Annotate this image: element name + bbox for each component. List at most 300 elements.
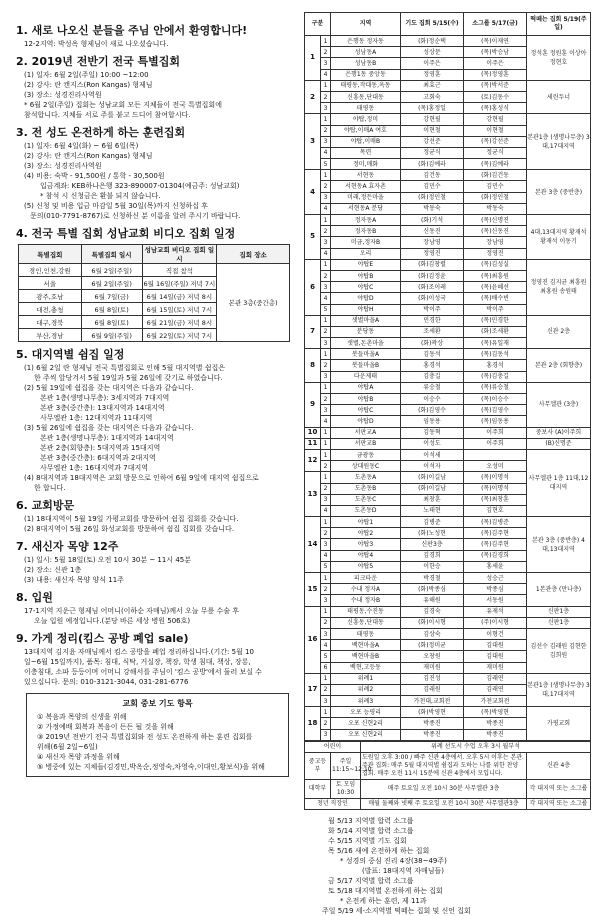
table-row [305, 628, 591, 639]
sub-number: 5 [321, 304, 331, 315]
prayer-leader: (화)기석 [401, 215, 464, 226]
small-group-leader: 김대원 [464, 640, 527, 651]
prayer-box-title: 교회 중보 기도 항목 [122, 699, 193, 708]
age-groups-table [304, 741, 591, 810]
region-name: 야탑1 [331, 517, 401, 528]
sub-number: 3 [321, 103, 331, 114]
sub-number: 2 [321, 360, 331, 371]
region-name: 성남동B [331, 58, 401, 69]
text-line: 본관 1층(생명나무층): 3세지역과 7대지역 [40, 394, 170, 402]
sub-number: 1 [321, 449, 331, 460]
sub-number: 3 [321, 338, 331, 349]
table-header: 특별집회 [19, 245, 82, 264]
small-group-leader: 정영진 [464, 248, 527, 259]
sub-number: 4 [321, 248, 331, 259]
small-group-leader: 김래연 [464, 673, 527, 684]
region-name: 야탑2 [331, 528, 401, 539]
text-line: (3) 장소: 성경진리사역원 [24, 162, 102, 170]
group-number: 7 [305, 315, 321, 349]
prayer-leader: 이승수 [401, 394, 464, 405]
group-number: 1 [305, 36, 321, 81]
table-header: 떡떼는 집회 5/19(주일) [527, 13, 591, 36]
table-row [305, 617, 591, 628]
text-line: * 참석 시 신청금은 환불 되지 않습니다. [40, 192, 161, 200]
small-group-leader: (목)정영훈 [464, 69, 527, 80]
text-line: 일~6월 15일까지), 품목: 침대, 식탁, 거실장, 책장, 학생 침대, 책상, 장롱, [24, 658, 251, 666]
region-name: 샛별마을A [331, 315, 401, 326]
table-row [305, 315, 591, 326]
region-name: 도촌동A [331, 472, 401, 483]
prayer-leader: 이석세 [401, 449, 464, 460]
small-group-leader: (목)윤혜선 [464, 282, 527, 293]
small-group-leader: (목)최창훈 [464, 494, 527, 505]
section-title: 9. 가게 정리(킴스 공방 폐업 sale) [16, 632, 189, 645]
sub-number: 2 [321, 483, 331, 494]
small-group-leader: (목)김경희 [464, 550, 527, 561]
table-row [305, 170, 591, 181]
region-name: 샛별,돈촌마을 [331, 338, 401, 349]
prayer-leader: 정영진 [401, 248, 464, 259]
sub-number: 5 [321, 561, 331, 572]
small-group-leader: 홍세윤 [464, 561, 527, 572]
region-name: 봇들마을A [331, 349, 401, 360]
table-cell: 6월 21일(금) 저녁 8시 [142, 316, 217, 329]
region-name: 목련 [331, 147, 401, 158]
region-name: 야탑,이매B [331, 136, 401, 147]
prayer-leader: (화)김예라 [401, 159, 464, 170]
sub-number: 3 [321, 595, 331, 606]
prayer-leader: (화)조이레 [401, 282, 464, 293]
sub-number: 4 [321, 69, 331, 80]
region-name: 야탑4 [331, 550, 401, 561]
prayer-leader: (화)정미균 [401, 640, 464, 651]
regional-schedule-column [304, 12, 590, 915]
region-name: 미래,정든마을 [331, 192, 401, 203]
small-group-leader: 이현철 [464, 125, 527, 136]
small-group-leader: 박동숙 [464, 203, 527, 214]
table-row [305, 779, 591, 798]
sub-number: 4 [321, 293, 331, 304]
group-number: 17 [305, 673, 321, 707]
section-regional-rest [16, 348, 299, 493]
sub-number: 1 [321, 517, 331, 528]
small-group-leader: (토)김동수 [464, 91, 527, 102]
small-group-leader: (목)홍성식 [464, 103, 527, 114]
text-line: (2) 8대지역이 5월 26일 화성교회를 방문하여 쉼집 집회를 갖습니다. [24, 525, 235, 533]
small-group-leader: (목)배수빈 [464, 293, 527, 304]
table-cell: 경인,인천,강원 [19, 264, 82, 277]
region-name: 야탑C [331, 405, 401, 416]
region-name: 야탑B [331, 394, 401, 405]
weekly-item: * 성경의 중심 진리 4장(38~49주) [340, 856, 447, 865]
small-group-leader: 박이주 [464, 304, 527, 315]
group-sublabel: 토 모임 10:30 [331, 779, 361, 798]
sub-number: 1 [321, 80, 331, 91]
sunday-meeting-location: 신판1층 [527, 617, 591, 628]
small-group-leader: 김현호 [464, 505, 527, 516]
prayer-leader: (화)김정윤 [401, 270, 464, 281]
small-group-leader: 박종진 [464, 718, 527, 729]
group-number: 15 [305, 573, 321, 607]
small-group-leader: 이주희 [464, 438, 527, 449]
region-name: 서현동A 효자촌 [331, 181, 401, 192]
sub-number: 3 [321, 628, 331, 639]
region-name: 은행동 정자동 [331, 36, 401, 47]
text-line: (2) 강사: 란 캔지스(Ron Kangas) 형제님 [24, 152, 153, 160]
small-group-leader: 이형건 [464, 628, 527, 639]
sub-number: 4 [321, 203, 331, 214]
group-label: 대학부 [305, 779, 331, 798]
sunday-meeting-location: 정석훈 정원훈 이상아 정현호 [527, 36, 591, 81]
small-group-leader: 성승근 [464, 573, 527, 584]
table-cell: 직접 참석 [142, 264, 217, 277]
sub-number: 2 [321, 584, 331, 595]
section-shop-closing [16, 632, 299, 687]
prayer-leader: 김민수 [401, 181, 464, 192]
small-group-leader: (목)신명진 [464, 215, 527, 226]
table-row [305, 573, 591, 584]
prayer-leader: (화)곽상 [401, 338, 464, 349]
prayer-leader: 김경희 [401, 550, 464, 561]
group-number: 9 [305, 382, 321, 427]
sub-number: 1 [321, 36, 331, 47]
text-line: * 6월 2일(주일) 집회는 성남교회 모든 지체들이 전국 특별집회에 [24, 101, 222, 109]
prayer-leader: 김동혁 [401, 427, 464, 438]
small-group-leader: (목)임동용 [464, 416, 527, 427]
sunday-meeting-location: 본관 2층 (회향층) [527, 349, 591, 383]
sub-number: 2 [321, 125, 331, 136]
table-cell: 6월 2일(주일) [81, 277, 142, 290]
prayer-leader: 박종진 [401, 729, 464, 740]
prayer-leader: 박종진 [401, 718, 464, 729]
weekly-item: 주일 5/19 세-소지역별 떡떼는 집회 및 신언 집회 [322, 906, 471, 915]
table-row [305, 798, 591, 809]
region-name: 서현동A 분당 [331, 203, 401, 214]
table-cell: 부산,경남 [19, 329, 82, 342]
text-line: 사무엘관 1층: 12대지역과 11대지역 [40, 414, 153, 422]
table-cell: 6월 14일(금) 저녁 8시 [142, 290, 217, 303]
prayer-leader: 가천대,교회전 [401, 696, 464, 707]
region-name: 야탑5 [331, 561, 401, 572]
region-name: 신흥동,단대동 [331, 91, 401, 102]
sub-number: 1 [321, 438, 331, 449]
table-cell: 6월 7일(금) [81, 290, 142, 303]
text-line: 한 합니다. [34, 484, 66, 492]
text-line: (2) 5월 19일에 쉼집을 갖는 대지역은 다음과 같습니다. [24, 384, 194, 392]
section-title: 6. 교회방문 [16, 499, 75, 512]
regional-meeting-table [304, 12, 591, 741]
table-header: 지역 [331, 13, 401, 36]
region-name: 서판교B [331, 438, 401, 449]
prayer-leader: 조세환 [401, 326, 464, 337]
sub-number: 4 [321, 640, 331, 651]
small-group-leader: (주)이시형 [464, 617, 527, 628]
text-line: 한 주씩 앞당겨서 5월 19일과 5월 26일에 갖기로 하였습니다. [34, 374, 223, 382]
table-header: 집회 장소 [217, 245, 290, 264]
prayer-leader: 이석자 [401, 461, 464, 472]
sunday-meeting-location: 김선수 김래원 김현한 김희원 [527, 628, 591, 673]
table-row [305, 741, 591, 752]
small-group-leader: (화)김건동 [464, 170, 527, 181]
sunday-meeting-location: 중보사 (A)이주희 [527, 427, 591, 438]
small-group-leader: (목)김성실 [464, 259, 527, 270]
sub-number: 2 [321, 684, 331, 695]
region-name: 서판교A [331, 427, 401, 438]
group-label: 청년 직장인 [305, 798, 361, 809]
table-cell: 6월 9일(주일) [81, 329, 142, 342]
sub-number: 3 [321, 696, 331, 707]
small-group-leader: 오성미 [464, 461, 527, 472]
group-number: 5 [305, 215, 321, 260]
prayer-leader: 재미원 [401, 662, 464, 673]
section-title: 5. 대지역별 쉼집 일정 [16, 348, 125, 361]
prayer-leader: 홍경석 [401, 360, 464, 371]
small-group-leader: 박종진 [464, 729, 527, 740]
sub-number: 5 [321, 651, 331, 662]
sub-number: 2 [321, 326, 331, 337]
group-number: 3 [305, 114, 321, 170]
small-group-leader: (목)강선준 [464, 136, 527, 147]
group-number: 14 [305, 517, 321, 573]
prayer-leader: (화)이길남 [401, 483, 464, 494]
region-name: 피크타운 [331, 573, 401, 584]
group-number: 8 [305, 349, 321, 383]
region-name: 야탑D [331, 416, 401, 427]
region-name: 다운제태 [331, 371, 401, 382]
prayer-leader: 이한승 [401, 561, 464, 572]
group-sunday: 각 대지역 또는 소그룹 [527, 798, 591, 809]
region-name: 태평동,작대동,옥동 [331, 80, 401, 91]
small-group-leader: (목)김동석 [464, 349, 527, 360]
region-name: 신흥동,단대동 [331, 617, 401, 628]
small-group-leader: (목)류승철 [464, 382, 527, 393]
weekly-item: 금 5/17 지역별 합력 소그룹 [328, 876, 414, 885]
prayer-leader: 박동숙 [401, 203, 464, 214]
sub-number: 1 [321, 707, 331, 718]
prayer-leader: 김래원 [401, 684, 464, 695]
prayer-leader: 김동석 [401, 349, 464, 360]
group-number: 2 [305, 80, 321, 114]
region-name: 봇들마을B [331, 360, 401, 371]
prayer-leader: 신판3층 [401, 539, 464, 550]
small-group-leader: (목)이재연 [464, 36, 527, 47]
sub-number: 3 [321, 729, 331, 740]
small-group-leader: (목)신동진 [464, 226, 527, 237]
section-title: 4. 전국 특별 집회 성남교회 비디오 집회 일정 [16, 227, 236, 240]
weekly-item: * 온전케 하는 훈련, 제 11과 [340, 896, 427, 905]
small-group-leader: (화)조세환 [464, 326, 527, 337]
sunday-meeting-location: 본관 3층 (중반층) [527, 170, 591, 215]
text-line: (4) 8대지역과 18대지역은 교회 방문으로 인하여 6월 9일에 대지역 쉼집으로 [24, 474, 259, 482]
sub-number: 2 [321, 461, 331, 472]
text-line: 있으십니다. 문의: 010-3121-3044, 031-281-6776 [24, 678, 189, 686]
prayer-leader: 박경철 [401, 573, 464, 584]
table-row [19, 264, 290, 277]
small-group-leader: 김대원 [464, 651, 527, 662]
prayer-leader: (화)김영수 [401, 405, 464, 416]
region-name: 오포 신현2리 [331, 729, 401, 740]
group-content: 매주 토요일 오전 10시 30분 사무엘관 3층 [361, 779, 527, 798]
group-content: 위례 선도시 수업 오후 3시 월부석 [361, 741, 591, 752]
prayer-leader: 김병준 [401, 517, 464, 528]
table-header: 성남교회 비디오 집회 일시 [142, 245, 217, 264]
sub-number: 1 [321, 472, 331, 483]
sub-number: 1 [321, 349, 331, 360]
text-line: (2) 장소: 신관 1층 [24, 566, 82, 574]
weekly-item: 월 5/13 지역별 합력 소그룹 [328, 816, 414, 825]
sub-number: 3 [321, 136, 331, 147]
table-row [305, 382, 591, 393]
prayer-leader: 유해원 [401, 595, 464, 606]
prayer-leader: 정균식 [401, 147, 464, 158]
region-name: 야탑C [331, 282, 401, 293]
small-group-leader: (화)정인철 [464, 192, 527, 203]
prayer-item: ② 가정예배 회복과 복음이 든든 될 것을 위해 [37, 723, 174, 731]
small-group-leader: 강현필 [464, 114, 527, 125]
prayer-leader: 장남영 [401, 237, 464, 248]
video-schedule-table [18, 244, 290, 342]
table-row [305, 114, 591, 125]
small-group-leader: 재미원 [464, 662, 527, 673]
text-line: 입금계좌: KEB하나은행 323-890007-01304(예금주: 성남교회) [40, 182, 240, 190]
small-group-leader [464, 449, 527, 460]
small-group-leader: (목)김충길 [464, 371, 527, 382]
section-video-schedule [16, 227, 299, 342]
sub-number: 1 [321, 259, 331, 270]
small-group-leader: (목)이명석 [464, 483, 527, 494]
region-name: 성남동A [331, 47, 401, 58]
prayer-leader: 성상문 [401, 47, 464, 58]
small-group-leader: (목)유일재 [464, 338, 527, 349]
small-group-leader: (목)최흥원 [464, 270, 527, 281]
text-line: 본관 2층(회향층): 5대지역과 15대지역 [40, 444, 161, 452]
small-group-leader: (목)이승수 [464, 394, 527, 405]
small-group-leader: 박종심 [464, 584, 527, 595]
sub-number: 6 [321, 662, 331, 673]
region-name: 위례3 [331, 696, 401, 707]
region-name: 분당동 [331, 326, 401, 337]
prayer-leader: 이현철 [401, 125, 464, 136]
table-cell: 6월 22일(토) 저녁 7시 [142, 329, 217, 342]
region-name: 야탑,정미 [331, 114, 401, 125]
table-header: 기도 집회 5/15(수) [401, 13, 464, 36]
table-row [305, 438, 591, 449]
region-name: 정자동A [331, 215, 401, 226]
sub-number: 3 [321, 58, 331, 69]
sub-number: 3 [321, 192, 331, 203]
table-header: 특별집회 일시 [81, 245, 142, 264]
table-row [305, 215, 591, 226]
sub-number: 3 [321, 539, 331, 550]
sunday-meeting-location: 1본관층 (만나층) [527, 573, 591, 607]
table-row [305, 449, 591, 460]
text-line: (4) 비용: 숙박 - 91,500원 / 통학 - 30,500원 [24, 172, 165, 180]
small-group-leader: (목)김영수 [464, 405, 527, 416]
sub-number: 2 [321, 617, 331, 628]
sub-number: 1 [321, 573, 331, 584]
prayer-leader: 노태현 [401, 505, 464, 516]
prayer-leader: 최효근 [401, 80, 464, 91]
region-name: 은행1동 중앙동 [331, 69, 401, 80]
sub-number: 2 [321, 528, 331, 539]
prayer-leader: 박이주 [401, 304, 464, 315]
region-name: 태평동,수진동 [331, 606, 401, 617]
prayer-leader: (화)정인철 [401, 192, 464, 203]
table-row [305, 259, 591, 270]
text-line: (2) 강사: 란 캔지스(Ron Kangas) 형제님 [24, 81, 153, 89]
table-cell: 대전,충청 [19, 303, 82, 316]
region-name: 야탑D [331, 293, 401, 304]
weekly-item: 토 5/18 대지역별 온전하게 하는 집회 [328, 886, 443, 895]
prayer-leader: (화)이성국 [401, 293, 464, 304]
table-row [305, 349, 591, 360]
prayer-items-box [26, 693, 289, 777]
group-sublabel: 주일 11:15~12:10 [331, 752, 361, 779]
group-number: 16 [305, 606, 321, 673]
group-number: 13 [305, 472, 321, 517]
prayer-leader: 김상숙 [401, 628, 464, 639]
group-number: 12 [305, 449, 321, 471]
text-line: 17-1지역 지운근 형제님 어머니(이하순 자매님)께서 오늘 무릎 수술 후 [24, 607, 239, 615]
region-name: 미금,정자B [331, 237, 401, 248]
weekly-item: 수 5/15 지역별 기도 집회 [328, 836, 407, 845]
prayer-leader: 김충길 [401, 371, 464, 382]
small-group-leader: 장남영 [464, 237, 527, 248]
group-number: 18 [305, 707, 321, 741]
group-sunday: 신관 4층 [527, 752, 591, 779]
table-cell: 서울 [19, 277, 82, 290]
small-group-leader: 이주은 [464, 58, 527, 69]
text-line: 참석합니다. 지체들 서로 주를 붙고 드디어 참여합시다. [24, 111, 191, 119]
region-name: 위례2 [331, 684, 401, 695]
sunday-meeting-location: 본관 3층 (중반층) 4대,13대지역 [527, 517, 591, 573]
table-header: 소그룹 5/17(금) [464, 13, 527, 36]
prayer-item: ⑤ 병중에 있는 지체들(김경민,박옥순,정영숙,차영숙,이대인,황보식)을 위해 [37, 763, 265, 771]
prayer-leader: (화)정순택 [401, 36, 464, 47]
prayer-leader: (목)홍정일 [401, 103, 464, 114]
sub-number: 1 [321, 315, 331, 326]
section-welcome [16, 24, 299, 49]
sub-number: 4 [321, 416, 331, 427]
sub-number: 3 [321, 282, 331, 293]
sub-number: 2 [321, 718, 331, 729]
sub-number: 1 [321, 114, 331, 125]
small-group-leader: (목)박서준 [464, 80, 527, 91]
weekly-item: 화 5/14 지역별 합력 소그룹 [328, 826, 414, 835]
small-group-leader: (목)민경한 [464, 315, 527, 326]
small-group-leader: 이주희 [464, 427, 527, 438]
prayer-leader: 임동용 [401, 416, 464, 427]
sub-number: 3 [321, 237, 331, 248]
sub-number: 2 [321, 394, 331, 405]
region-name: 야탑A [331, 382, 401, 393]
prayer-leader: 김건동 [401, 170, 464, 181]
table-row [305, 707, 591, 718]
text-line: (1) 6월 2일 란 형제님 전국 특별집회로 인해 5월 대지역별 쉼집은 [24, 364, 226, 372]
sub-number: 1 [321, 427, 331, 438]
table-row [305, 673, 591, 684]
section-hospital [16, 591, 299, 626]
sub-number: 4 [321, 550, 331, 561]
section-title: 7. 새신자 목양 12주 [16, 540, 119, 553]
prayer-leader: 신동진 [401, 226, 464, 237]
group-number: 10 [305, 427, 321, 438]
prayer-item: 위해(6월 2일~6일) [37, 743, 98, 751]
sunday-meeting-location: 세린두너 [527, 80, 591, 114]
small-group-leader: (목)이명석 [464, 472, 527, 483]
table-cell: 6월 8일(토) [81, 316, 142, 329]
region-name: 수내 정자A [331, 584, 401, 595]
